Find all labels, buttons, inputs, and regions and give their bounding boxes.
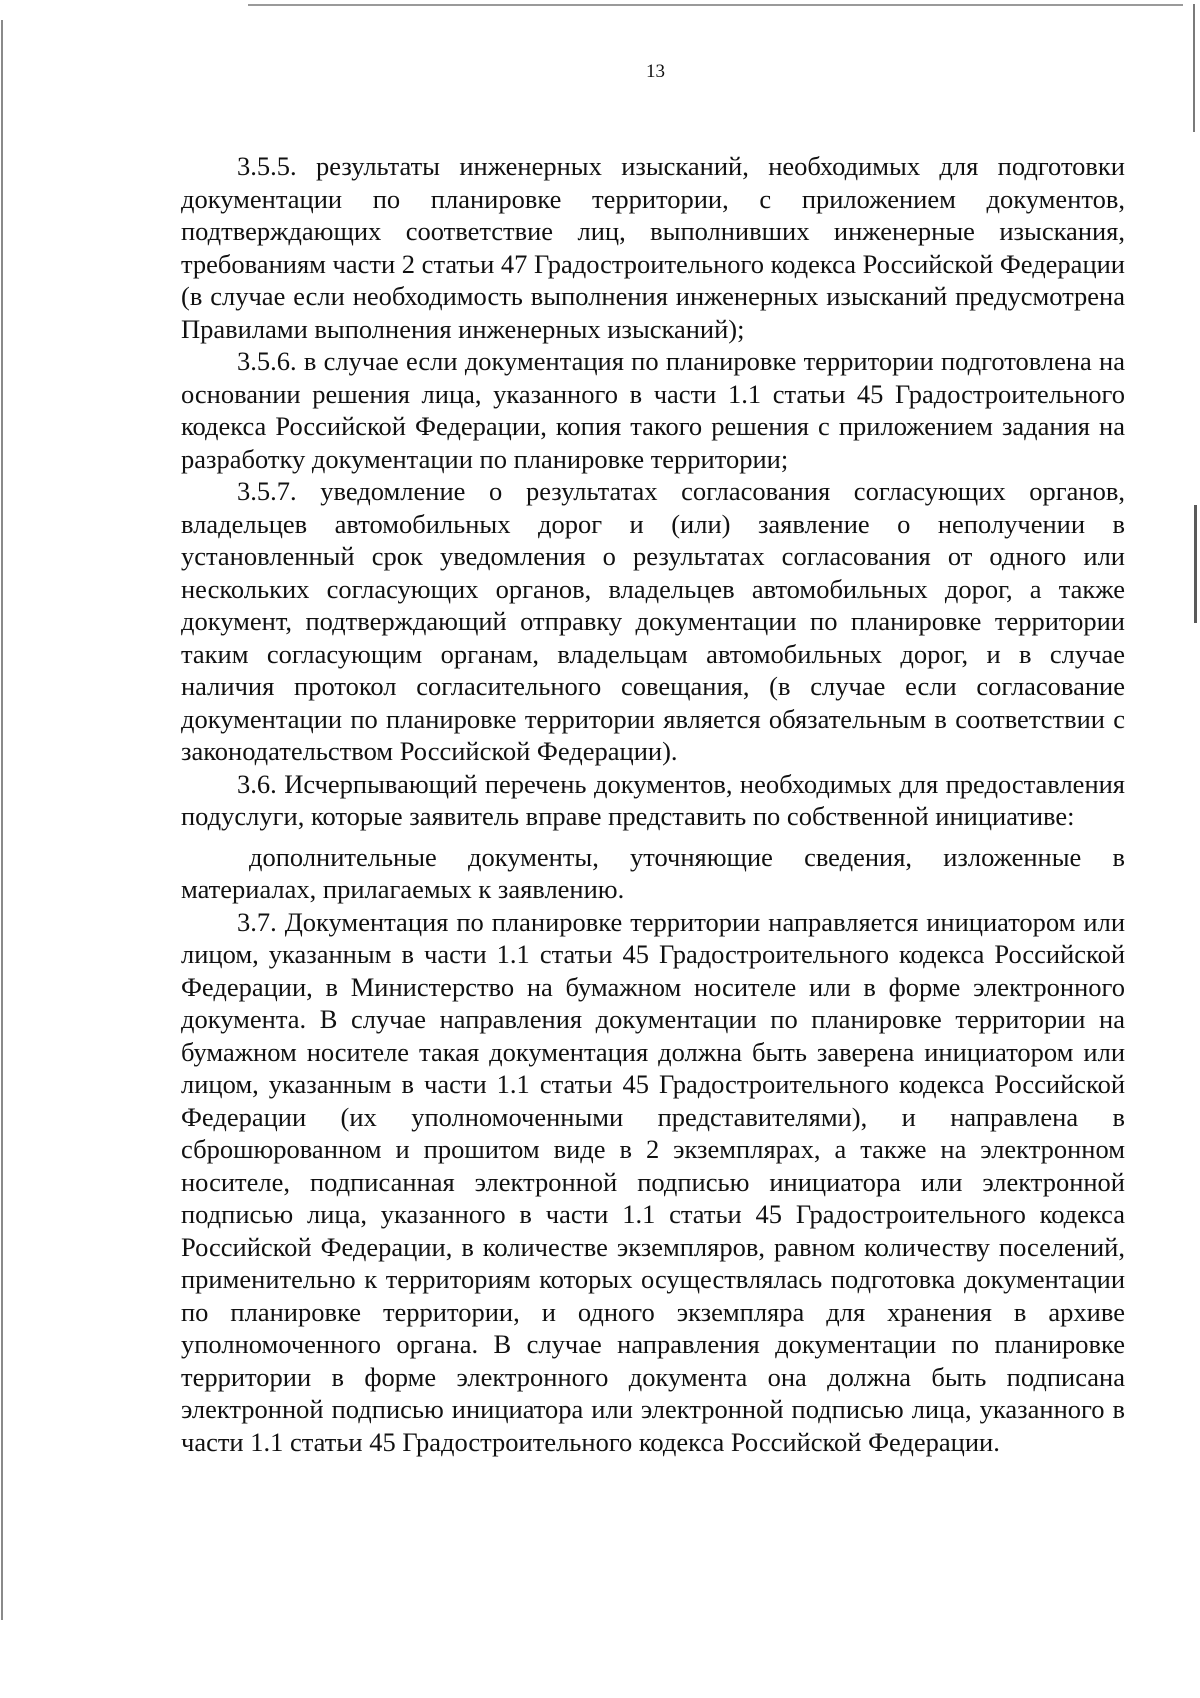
document-body xyxy=(181,150,1125,1458)
page-number: 13 xyxy=(646,61,665,82)
scan-mark-right xyxy=(1194,505,1197,623)
paragraph-additional-documents: дополнительные документы, уточняющие сведения, изложенные в материалах, прилагаемых к заявлению. xyxy=(181,841,1125,904)
scan-edge-left xyxy=(1,20,3,1620)
paragraph-3-5-5: 3.5.5. результаты инженерных изысканий, необходимых для подготовки документации по планировке территории, с приложением документов, подтверждающих соответствие лиц, выполнивших инженерные изыскания, требованиям части 2 статьи 47 Градостроительного кодекса Российской Федерации (в случае если необходимость выполнения инженерных изысканий предусмотрена Правилами выполнения инженерных изысканий); xyxy=(181,151,1125,344)
scan-edge-top xyxy=(248,4,1183,6)
paragraph-3-5-6: 3.5.6. в случае если документация по планировке территории подготовлена на основании решения лица, указанного в части 1.1 статьи 45 Градостроительного кодекса Российской Федерации, копия такого решения с приложением задания на разработку документации по планировке территории; xyxy=(181,346,1125,474)
paragraph-3-6: 3.6. Исчерпывающий перечень документов, необходимых для предоставления подуслуги, которые заявитель вправе представить по собственной инициативе: xyxy=(181,768,1125,831)
paragraph-3-5-7: 3.5.7. уведомление о результатах согласования согласующих органов, владельцев автомобильных дорог и (или) заявление о неполучении в установленный срок уведомления о результатах согласования от одного или нескольких согласующих органов, владельцев автомобильных дорог, а также документ, подтверждающий отправку документации по планировке территории таким согласующим органам, владельцам автомобильных дорог, и в случае наличия протокол согласительного совещания, (в случае если согласование документации по планировке территории является обязательным в соответствии с законодательством Российской Федерации). xyxy=(181,476,1125,766)
paragraph-3-7: 3.7. Документация по планировке территории направляется инициатором или лицом, указанным в части 1.1 статьи 45 Градостроительного кодекса Российской Федерации, в Министерство на бумажном носителе или в форме электронного документа. В случае направления документации по планировке территории на бумажном носителе такая документация должна быть заверена инициатором или лицом, указанным в части 1.1 статьи 45 Градостроительного кодекса Российской Федерации (их уполномоченными представителями), и направлена в сброшюрованном и прошитом виде в 2 экземплярах, а также на электронном носителе, подписанная электронной подписью инициатора или электронной подписью лица, указанного в части 1.1 статьи 45 Градостроительного кодекса Российской Федерации, в количестве экземпляров, равном количеству поселений, применительно к территориям которых осуществлялась подготовка документации по планировке территории, и одного экземпляра для хранения в архиве уполномоченного органа. В случае направления документации по планировке территории в форме электронного документа она должна быть подписана электронной подписью инициатора или электронной подписью лица, указанного в части 1.1 статьи 45 Градостроительного кодекса Российской Федерации. xyxy=(181,906,1125,1457)
